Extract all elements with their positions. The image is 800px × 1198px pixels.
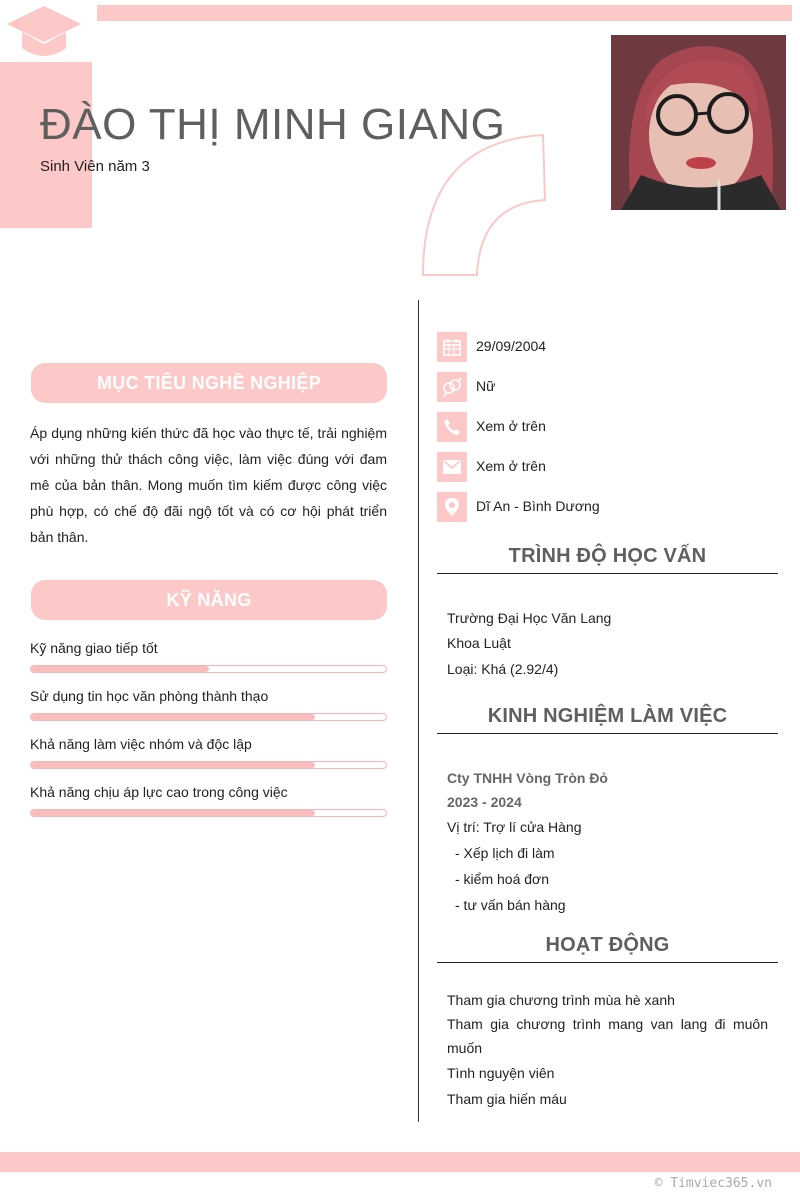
activity-item: Tham gia hiến máu xyxy=(447,1091,567,1107)
skill-label: Khả năng chịu áp lực cao trong công việc xyxy=(30,784,288,800)
experience-heading: KINH NGHIỆM LÀM VIỆC xyxy=(487,705,728,727)
skill-bar xyxy=(30,665,387,673)
graduation-cap-icon xyxy=(5,4,83,62)
address-text: Dĩ An - Bình Dương xyxy=(476,498,600,514)
gender-text: Nữ xyxy=(476,378,496,394)
skill-bar xyxy=(30,761,387,769)
phone-text: Xem ở trên xyxy=(476,418,546,434)
experience-task: - Xếp lịch đi làm xyxy=(455,845,555,861)
experience-period: 2023 - 2024 xyxy=(447,794,522,810)
phone-icon xyxy=(437,412,467,442)
skill-bar-fill xyxy=(31,714,315,720)
candidate-subtitle: Sinh Viên năm 3 xyxy=(40,158,150,175)
education-school: Trường Đại Học Văn Lang xyxy=(447,610,612,626)
objective-heading: MỤC TIÊU NGHỀ NGHIỆP xyxy=(31,363,387,403)
education-faculty: Khoa Luật xyxy=(447,635,511,651)
candidate-name: ĐÀO THỊ MINH GIANG xyxy=(40,100,506,149)
skill-bar xyxy=(30,809,387,817)
skill-label: Khả năng làm việc nhóm và độc lập xyxy=(30,736,252,752)
skills-heading: KỸ NĂNG xyxy=(31,580,387,620)
watermark-text: © Timviec365.vn xyxy=(654,1176,772,1191)
birthdate-text: 29/09/2004 xyxy=(476,338,547,354)
experience-task: - kiểm hoá đơn xyxy=(455,871,550,887)
education-rule xyxy=(437,573,778,574)
experience-position: Vị trí: Trợ lí cửa Hàng xyxy=(447,819,582,835)
skill-label: Kỹ năng giao tiếp tốt xyxy=(30,640,158,656)
experience-company: Cty TNHH Vòng Tròn Đỏ xyxy=(447,770,608,786)
column-divider xyxy=(418,300,419,1122)
skill-bar xyxy=(30,713,387,721)
profile-photo xyxy=(611,35,786,210)
bottom-accent-bar xyxy=(0,1152,800,1172)
skill-bar-fill xyxy=(31,810,315,816)
top-accent-bar xyxy=(97,5,792,21)
location-icon xyxy=(437,492,467,522)
email-text: Xem ở trên xyxy=(476,458,546,474)
skill-bar-fill xyxy=(31,762,315,768)
activity-item: Tham gia chương trình mùa hè xanh xyxy=(447,992,675,1008)
gender-icon xyxy=(437,372,467,402)
skill-bar-fill xyxy=(31,666,209,672)
experience-task: - tư vấn bán hàng xyxy=(455,897,566,913)
arc-decoration xyxy=(418,132,548,280)
activities-heading: HOẠT ĐỘNG xyxy=(545,934,670,956)
skill-label: Sử dụng tin học văn phòng thành thạo xyxy=(30,688,269,704)
experience-rule xyxy=(437,733,778,734)
education-grade: Loại: Khá (2.92/4) xyxy=(447,661,559,677)
email-icon xyxy=(437,452,467,482)
education-heading: TRÌNH ĐỘ HỌC VẤN xyxy=(508,545,707,567)
activity-item: Tham gia chương trình mang van lang đi muôn muốn xyxy=(447,1016,768,1056)
activity-item: Tình nguyện viên xyxy=(447,1065,555,1081)
activities-rule xyxy=(437,962,778,963)
calendar-icon xyxy=(437,332,467,362)
objective-text: Áp dụng những kiến thức đã học vào thực tế, trải nghiệm với những thử thách công việc, làm việc đúng với đam mê của bản thân. Mong muốn tìm kiếm được công việc phù hợp, có chế độ đãi ngộ tốt và có cơ hội phát triển bản thân. xyxy=(30,425,387,545)
